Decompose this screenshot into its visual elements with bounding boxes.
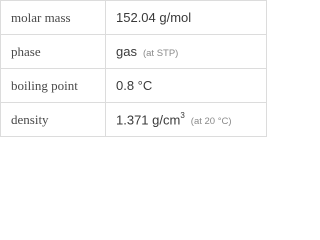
property-label: phase — [1, 35, 106, 69]
property-value — [106, 35, 267, 69]
table-row-molar-mass — [1, 1, 267, 35]
value-text: 0.8 °C — [116, 78, 153, 93]
properties-table — [0, 0, 267, 137]
value-text: 1.371 g/cm — [116, 112, 181, 128]
table-row-phase — [1, 35, 267, 69]
property-label: boiling point — [1, 69, 106, 103]
property-label: molar mass — [1, 1, 106, 35]
property-label: density — [1, 103, 106, 137]
table-row-density — [1, 103, 267, 137]
value-text: gas — [116, 44, 137, 59]
property-value — [106, 103, 267, 137]
condition-note: (at STP) — [142, 48, 179, 59]
unit-exponent: 3 — [180, 110, 185, 120]
property-value — [106, 69, 267, 103]
value-text: 152.04 g/mol — [116, 10, 192, 25]
condition-note: (at 20 °C) — [190, 116, 232, 128]
property-value — [106, 1, 267, 35]
table-row-boiling-point — [1, 69, 267, 103]
